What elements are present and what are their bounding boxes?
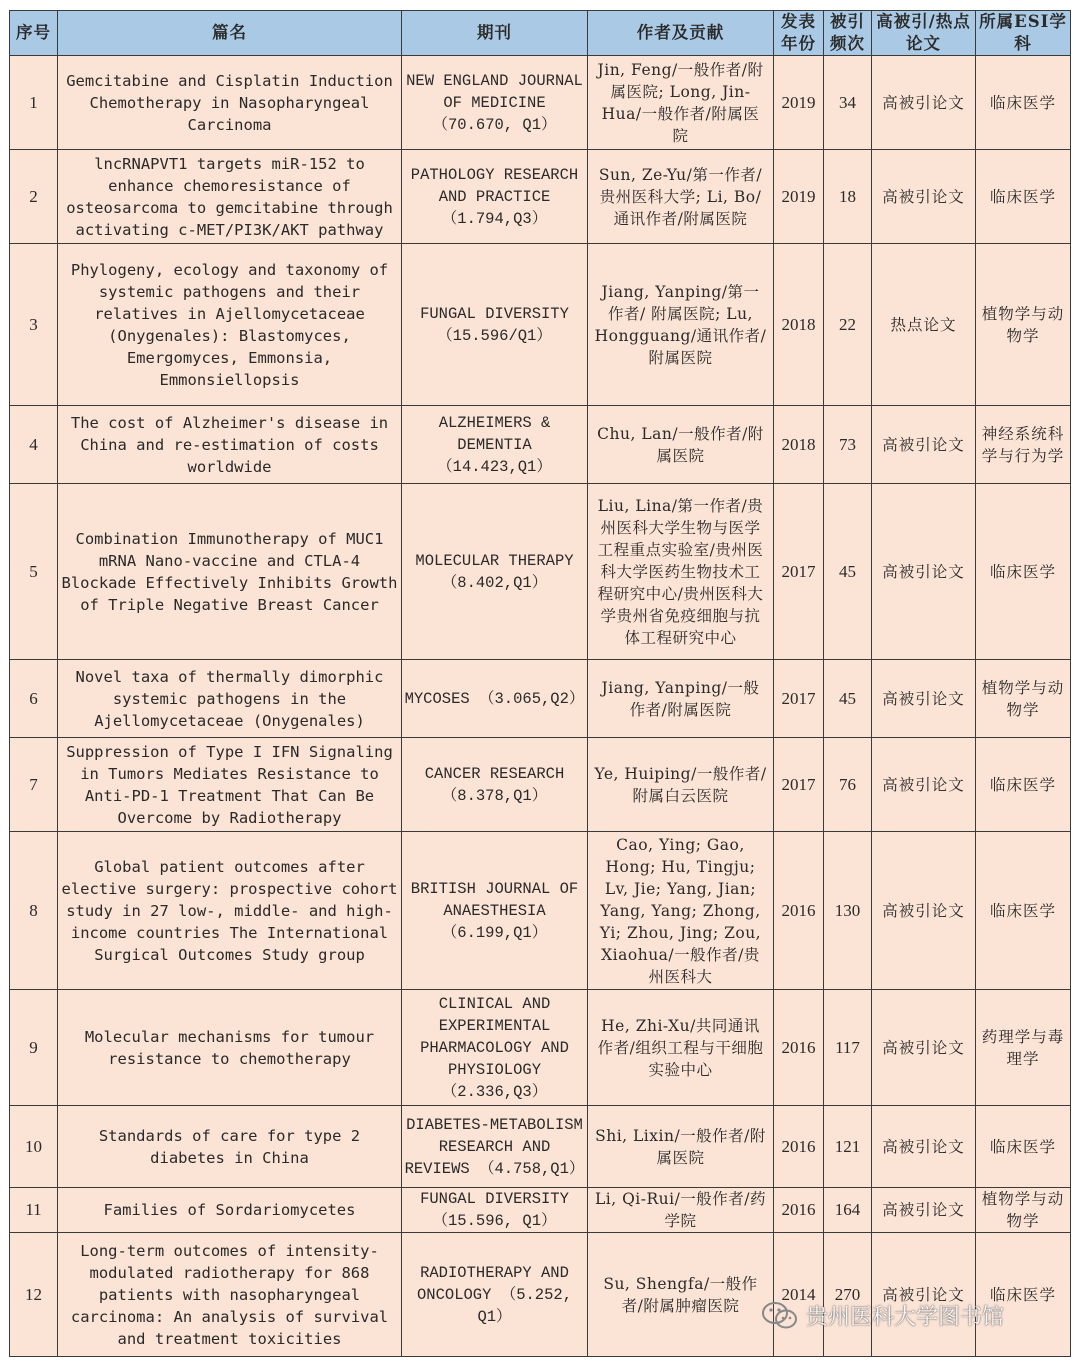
- citations-cell: 121: [824, 1106, 872, 1188]
- year-cell: 2019: [774, 150, 824, 244]
- author-cell: Jiang, Yanping/一般作者/附属医院: [588, 660, 774, 738]
- indicator-cell: 高被引论文: [872, 56, 976, 150]
- title-cell: The cost of Alzheimer's disease in China and re-estimation of costs worldwide: [58, 406, 402, 484]
- table-row: [10, 738, 1071, 832]
- year-cell: 2017: [774, 484, 824, 660]
- index-cell: 6: [10, 660, 58, 738]
- title-cell: Gemcitabine and Cisplatin Induction Chemotherapy in Nasopharyngeal Carcinoma: [58, 56, 402, 150]
- year-cell: 2019: [774, 56, 824, 150]
- author-cell: Shi, Lixin/一般作者/附属医院: [588, 1106, 774, 1188]
- journal-cell: CLINICAL AND EXPERIMENTAL PHARMACOLOGY AND PHYSIOLOGY （2.336,Q3）: [402, 990, 588, 1106]
- title-cell: Combination Immunotherapy of MUC1 mRNA Nano-vaccine and CTLA-4 Blockade Effectively Inhibits Growth of Triple Negative Breast Cancer: [58, 484, 402, 660]
- index-cell: 8: [10, 832, 58, 990]
- subject-cell: 临床医学: [976, 150, 1071, 244]
- table-row: [10, 56, 1071, 150]
- year-cell: 2018: [774, 406, 824, 484]
- indicator-cell: 高被引论文: [872, 990, 976, 1106]
- esi-papers-table: [9, 10, 1071, 1357]
- header-subject: 所属ESI学科: [976, 11, 1071, 56]
- journal-cell: CANCER RESEARCH （8.378,Q1）: [402, 738, 588, 832]
- title-cell: Long-term outcomes of intensity-modulated radiotherapy for 868 patients with nasopharyngeal carcinoma: An analysis of survival and treatment toxicities: [58, 1233, 402, 1357]
- year-cell: 2016: [774, 1106, 824, 1188]
- table-row: [10, 1188, 1071, 1233]
- author-cell: Cao, Ying; Gao, Hong; Hu, Tingju; Lv, Jie; Yang, Jian; Yang, Yang; Zhong, Yi; Zhou, Jing; Zou, Xiaohua/一般作者/贵州医科大: [588, 832, 774, 990]
- index-cell: 5: [10, 484, 58, 660]
- year-cell: 2014: [774, 1233, 824, 1357]
- citations-cell: 164: [824, 1188, 872, 1233]
- author-cell: Jiang, Yanping/第一作者/ 附属医院; Lu, Hongguang/通讯作者/附属医院: [588, 244, 774, 406]
- journal-cell: MOLECULAR THERAPY （8.402,Q1）: [402, 484, 588, 660]
- citations-cell: 18: [824, 150, 872, 244]
- table-row: [10, 660, 1071, 738]
- index-cell: 9: [10, 990, 58, 1106]
- watermark-text: 贵州医科大学图书馆: [806, 1305, 1005, 1330]
- indicator-cell: 高被引论文: [872, 406, 976, 484]
- indicator-cell: 高被引论文: [872, 484, 976, 660]
- indicator-cell: 高被引论文: [872, 660, 976, 738]
- journal-cell: FUNGAL DIVERSITY （15.596, Q1）: [402, 1188, 588, 1233]
- journal-cell: PATHOLOGY RESEARCH AND PRACTICE （1.794,Q3）: [402, 150, 588, 244]
- header-year: 发表年份: [774, 11, 824, 56]
- subject-cell: 临床医学: [976, 832, 1071, 990]
- citations-cell: 117: [824, 990, 872, 1106]
- header-indicator: 高被引/热点论文: [872, 11, 976, 56]
- title-cell: Families of Sordariomycetes: [58, 1188, 402, 1233]
- indicator-cell: 热点论文: [872, 244, 976, 406]
- title-cell: lncRNAPVT1 targets miR-152 to enhance chemoresistance of osteosarcoma to gemcitabine through activating c-MET/PI3K/AKT pathway: [58, 150, 402, 244]
- indicator-cell: 高被引论文: [872, 832, 976, 990]
- index-cell: 10: [10, 1106, 58, 1188]
- citations-cell: 270: [824, 1233, 872, 1357]
- title-cell: Standards of care for type 2 diabetes in China: [58, 1106, 402, 1188]
- header-journal: 期刊: [402, 11, 588, 56]
- citations-cell: 130: [824, 832, 872, 990]
- table-row: [10, 244, 1071, 406]
- journal-cell: ALZHEIMERS & DEMENTIA （14.423,Q1）: [402, 406, 588, 484]
- indicator-cell: 高被引论文: [872, 1106, 976, 1188]
- year-cell: 2018: [774, 244, 824, 406]
- author-cell: Su, Shengfa/一般作者/附属肿瘤医院: [588, 1233, 774, 1357]
- table-row: [10, 406, 1071, 484]
- subject-cell: 植物学与动物学: [976, 1188, 1071, 1233]
- author-cell: Ye, Huiping/一般作者/附属白云医院: [588, 738, 774, 832]
- table-row: [10, 484, 1071, 660]
- table-row: [10, 990, 1071, 1106]
- journal-cell: BRITISH JOURNAL OF ANAESTHESIA （6.199,Q1）: [402, 832, 588, 990]
- table-row: [10, 832, 1071, 990]
- citations-cell: 45: [824, 484, 872, 660]
- year-cell: 2016: [774, 990, 824, 1106]
- year-cell: 2016: [774, 832, 824, 990]
- journal-cell: MYCOSES （3.065,Q2）: [402, 660, 588, 738]
- subject-cell: 植物学与动物学: [976, 660, 1071, 738]
- index-cell: 2: [10, 150, 58, 244]
- index-cell: 11: [10, 1188, 58, 1233]
- header-row: [10, 11, 1071, 56]
- journal-cell: NEW ENGLAND JOURNAL OF MEDICINE （70.670, Q1）: [402, 56, 588, 150]
- journal-cell: RADIOTHERAPY AND ONCOLOGY （5.252, Q1）: [402, 1233, 588, 1357]
- author-cell: Sun, Ze-Yu/第一作者/贵州医科大学; Li, Bo/通讯作者/附属医院: [588, 150, 774, 244]
- author-cell: He, Zhi-Xu/共同通讯作者/组织工程与干细胞实验中心: [588, 990, 774, 1106]
- index-cell: 1: [10, 56, 58, 150]
- wechat-icon: [760, 1301, 800, 1331]
- subject-cell: 临床医学: [976, 738, 1071, 832]
- indicator-cell: 高被引论文: [872, 738, 976, 832]
- title-cell: Molecular mechanisms for tumour resistance to chemotherapy: [58, 990, 402, 1106]
- citations-cell: 22: [824, 244, 872, 406]
- author-cell: Jin, Feng/一般作者/附属医院; Long, Jin-Hua/一般作者/附属医院: [588, 56, 774, 150]
- year-cell: 2017: [774, 738, 824, 832]
- header-title: 篇名: [58, 11, 402, 56]
- author-cell: Chu, Lan/一般作者/附属医院: [588, 406, 774, 484]
- header-author: 作者及贡献: [588, 11, 774, 56]
- header-index: 序号: [10, 11, 58, 56]
- indicator-cell: 高被引论文: [872, 1188, 976, 1233]
- title-cell: Suppression of Type I IFN Signaling in Tumors Mediates Resistance to Anti-PD-1 Treatment That Can Be Overcome by Radiotherapy: [58, 738, 402, 832]
- subject-cell: 临床医学: [976, 484, 1071, 660]
- table-row: [10, 1233, 1071, 1357]
- journal-cell: DIABETES-METABOLISM RESEARCH AND REVIEWS （4.758,Q1）: [402, 1106, 588, 1188]
- index-cell: 3: [10, 244, 58, 406]
- journal-cell: FUNGAL DIVERSITY （15.596/Q1）: [402, 244, 588, 406]
- title-cell: Novel taxa of thermally dimorphic systemic pathogens in the Ajellomycetaceae (Onygenales): [58, 660, 402, 738]
- header-citations: 被引频次: [824, 11, 872, 56]
- subject-cell: 临床医学: [976, 1233, 1071, 1357]
- author-cell: Liu, Lina/第一作者/贵州医科大学生物与医学工程重点实验室/贵州医科大学医药生物技术工程研究中心/贵州医科大学贵州省免疫细胞与抗体工程研究中心: [588, 484, 774, 660]
- index-cell: 4: [10, 406, 58, 484]
- subject-cell: 神经系统科学与行为学: [976, 406, 1071, 484]
- table-row: [10, 1106, 1071, 1188]
- title-cell: Global patient outcomes after elective surgery: prospective cohort study in 27 low-, middle- and high-income countries The International Surgical Outcomes Study group: [58, 832, 402, 990]
- year-cell: 2016: [774, 1188, 824, 1233]
- index-cell: 7: [10, 738, 58, 832]
- title-cell: Phylogeny, ecology and taxonomy of systemic pathogens and their relatives in Ajellomycetaceae (Onygenales): Blastomyces, Emergomyces, Emmonsia, Emmonsiellopsis: [58, 244, 402, 406]
- citations-cell: 76: [824, 738, 872, 832]
- indicator-cell: 高被引论文: [872, 150, 976, 244]
- watermark: [760, 1300, 1004, 1331]
- subject-cell: 临床医学: [976, 56, 1071, 150]
- index-cell: 12: [10, 1233, 58, 1357]
- subject-cell: 药理学与毒理学: [976, 990, 1071, 1106]
- citations-cell: 73: [824, 406, 872, 484]
- table-row: [10, 150, 1071, 244]
- subject-cell: 临床医学: [976, 1106, 1071, 1188]
- indicator-cell: 高被引论文: [872, 1233, 976, 1357]
- citations-cell: 34: [824, 56, 872, 150]
- citations-cell: 45: [824, 660, 872, 738]
- subject-cell: 植物学与动物学: [976, 244, 1071, 406]
- year-cell: 2017: [774, 660, 824, 738]
- author-cell: Li, Qi-Rui/一般作者/药学院: [588, 1188, 774, 1233]
